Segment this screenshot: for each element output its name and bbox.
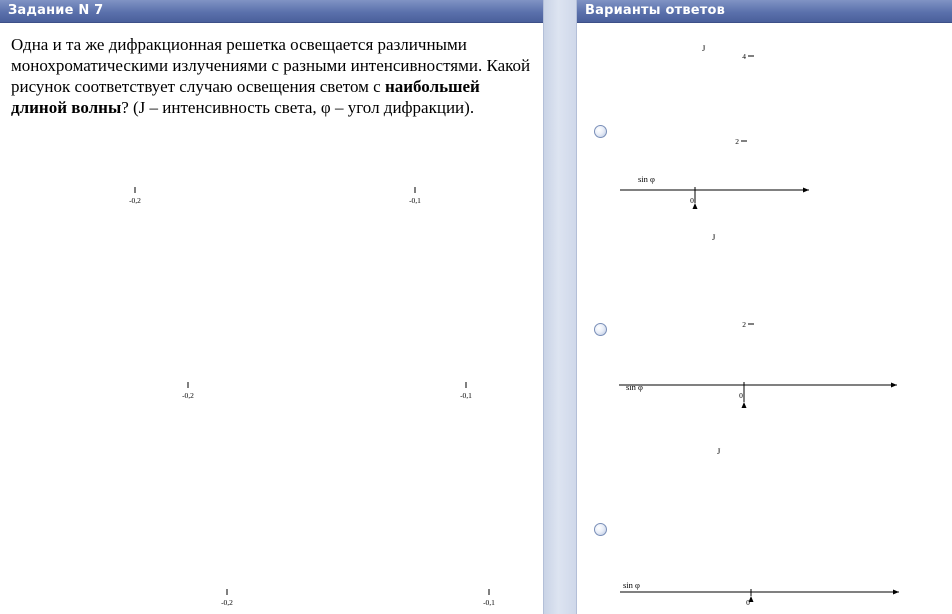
x-tick-label: 0 [739,391,743,400]
question-text-part1: Одна и та же дифракционная решетка освещается различными монохроматическими излучениями с разными интенсивностями. Какой рисунок соответствует случаю освещения светом с [11,35,531,96]
x-axis-label: sin φ [623,580,640,590]
y-axis-label: J [717,446,721,456]
x-tick-label: -0,1 [483,598,495,607]
x-axis-label: sin φ [626,382,643,392]
panel-divider [543,0,577,614]
x-tick-label: -0,2 [182,391,194,400]
y-tick-label: 4 [742,52,746,61]
x-tick-label: -0,2 [129,196,141,205]
y-axis-label: J [712,232,716,242]
y-axis-label: J [702,43,706,53]
answers-header: Варианты ответов [577,0,952,23]
x-tick-label: -0,1 [409,196,421,205]
question-text [11,34,531,118]
x-tick-label: -0,1 [460,391,472,400]
x-tick-label: 0 [746,598,750,607]
x-axis-arrow [803,188,809,193]
question-text-part2: ? (J – интенсивность света, φ – угол дифракции). [121,98,475,117]
x-tick-label: 0 [690,196,694,205]
y-tick-label: 2 [735,137,739,146]
answer-option-2 [182,137,952,416]
y-tick-label: 2 [742,320,746,329]
question-header: Задание N 7 [0,0,543,23]
x-tick-label: -0,2 [221,598,233,607]
x-axis-arrow [891,383,897,388]
question-text-bold: наибольшей длиной волны [11,77,480,117]
answer-chart-2 [182,137,952,416]
x-axis-label: sin φ [638,174,655,184]
y-axis-arrow [742,402,747,408]
x-axis-arrow [893,590,899,595]
